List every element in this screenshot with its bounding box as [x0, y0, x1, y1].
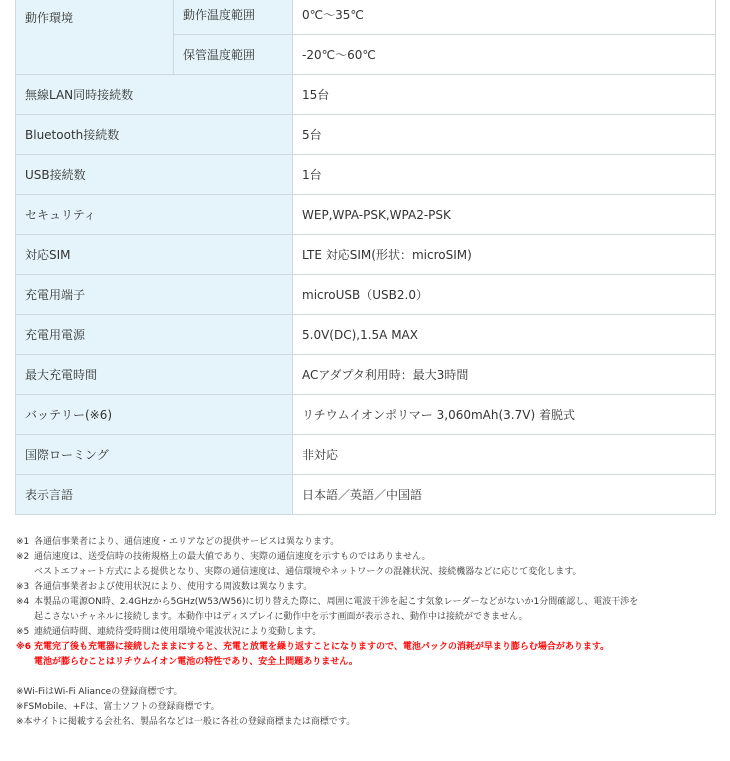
- row-label: 国際ローミング: [16, 435, 293, 475]
- trademark-text: ※Wi-FiはWi-Fi Alianceの登録商標です。: [16, 687, 183, 697]
- table-row: [16, 475, 716, 515]
- row-value: -20℃～60℃: [293, 35, 716, 75]
- footnote-mark: ※6: [16, 642, 32, 652]
- table-row: [16, 0, 716, 35]
- sub-row-label: 動作温度範囲: [174, 0, 293, 35]
- footnote-2: [16, 550, 716, 565]
- footnote-text: 起こさないチャネルに接続します。本動作中はディスプレイに動作中を示す画面が表示され、動作中は接続ができません。: [34, 612, 528, 622]
- spec-table: [15, 0, 716, 515]
- row-label: USB接続数: [16, 155, 293, 195]
- row-label: 表示言語: [16, 475, 293, 515]
- row-label: バッテリー(※6): [16, 395, 293, 435]
- footnote-text: 連続通信時間、連続待受時間は使用環境や電波状況により変動します。: [34, 627, 322, 637]
- row-value: 15台: [293, 75, 716, 115]
- footnotes: [16, 535, 716, 730]
- trademark-text: ※FSMobile、+Fは、富士ソフトの登録商標です。: [16, 702, 220, 712]
- row-value: 0℃～35℃: [293, 0, 716, 35]
- row-value: microUSB（USB2.0）: [293, 275, 716, 315]
- row-value: 5台: [293, 115, 716, 155]
- row-label: Bluetooth接続数: [16, 115, 293, 155]
- sub-row-label: 保管温度範囲: [174, 35, 293, 75]
- footnote-text: ベストエフォート方式による提供となり、実際の通信速度は、通信環境やネットワークの混雑状況、接続機器などに応じて変化します。: [34, 567, 582, 577]
- table-row: [16, 115, 716, 155]
- table-row: [16, 75, 716, 115]
- row-value: 5.0V(DC),1.5A MAX: [293, 315, 716, 355]
- table-row: [16, 195, 716, 235]
- footnote-mark: ※1: [16, 537, 30, 547]
- footnote-mark: ※5: [16, 627, 30, 637]
- footnote-text: 充電完了後も充電器に接続したままにすると、充電と放電を繰り返すことになりますので、電池パックの消耗が早まり膨らむ場合があります。: [34, 642, 610, 652]
- row-value: リチウムイオンポリマー 3,060mAh(3.7V) 着脱式: [293, 395, 716, 435]
- footnote-3: [16, 580, 716, 595]
- footnote-6-warning: [16, 640, 716, 655]
- row-value: WEP,WPA-PSK,WPA2-PSK: [293, 195, 716, 235]
- table-row: [16, 155, 716, 195]
- footnote-mark: ※2: [16, 552, 30, 562]
- row-label: 最大充電時間: [16, 355, 293, 395]
- table-row: [16, 275, 716, 315]
- trademark-note: [16, 685, 716, 700]
- row-value: ACアダプタ利用時：最大3時間: [293, 355, 716, 395]
- footnote-2-continued: [16, 565, 716, 580]
- row-value: 1台: [293, 155, 716, 195]
- footnote-1: [16, 535, 716, 550]
- row-value: 非対応: [293, 435, 716, 475]
- spacer: [16, 670, 716, 685]
- table-row: [16, 395, 716, 435]
- footnote-4-continued: [16, 610, 716, 625]
- footnote-mark: ※4: [16, 597, 30, 607]
- trademark-note: [16, 715, 716, 730]
- footnote-mark: ※3: [16, 582, 30, 592]
- row-label: 動作環境: [16, 0, 174, 75]
- row-label: 充電用電源: [16, 315, 293, 355]
- row-value: LTE 対応SIM(形状：microSIM): [293, 235, 716, 275]
- table-row: [16, 315, 716, 355]
- table-row: [16, 235, 716, 275]
- footnote-5: [16, 625, 716, 640]
- row-label: 対応SIM: [16, 235, 293, 275]
- footnote-text: 通信速度は、送受信時の技術規格上の最大値であり、実際の通信速度を示すものではありません。: [34, 552, 431, 562]
- footnote-text: 電池が膨らむことはリチウムイオン電池の特性であり、安全上問題ありません。: [34, 657, 358, 667]
- trademark-text: ※本サイトに掲載する会社名、製品名などは一般に各社の登録商標または商標です。: [16, 717, 356, 727]
- row-label: セキュリティ: [16, 195, 293, 235]
- footnote-text: 各通信事業者により、通信速度・エリアなどの提供サービスは異なります。: [34, 537, 340, 547]
- table-row: [16, 355, 716, 395]
- footnote-6-continued: [16, 655, 716, 670]
- row-label: 充電用端子: [16, 275, 293, 315]
- trademark-note: [16, 700, 716, 715]
- footnote-text: 本製品の電源ON時、2.4GHzから5GHz(W53/W56)に切り替えた際に、周囲に電波干渉を起こす気象レーダーなどがないか1分間確認し、電波干渉を: [34, 597, 639, 607]
- row-label: 無線LAN同時接続数: [16, 75, 293, 115]
- table-row: [16, 435, 716, 475]
- row-value: 日本語／英語／中国語: [293, 475, 716, 515]
- footnote-4: [16, 595, 716, 610]
- footnote-text: 各通信事業者および使用状況により、使用する周波数は異なります。: [34, 582, 313, 592]
